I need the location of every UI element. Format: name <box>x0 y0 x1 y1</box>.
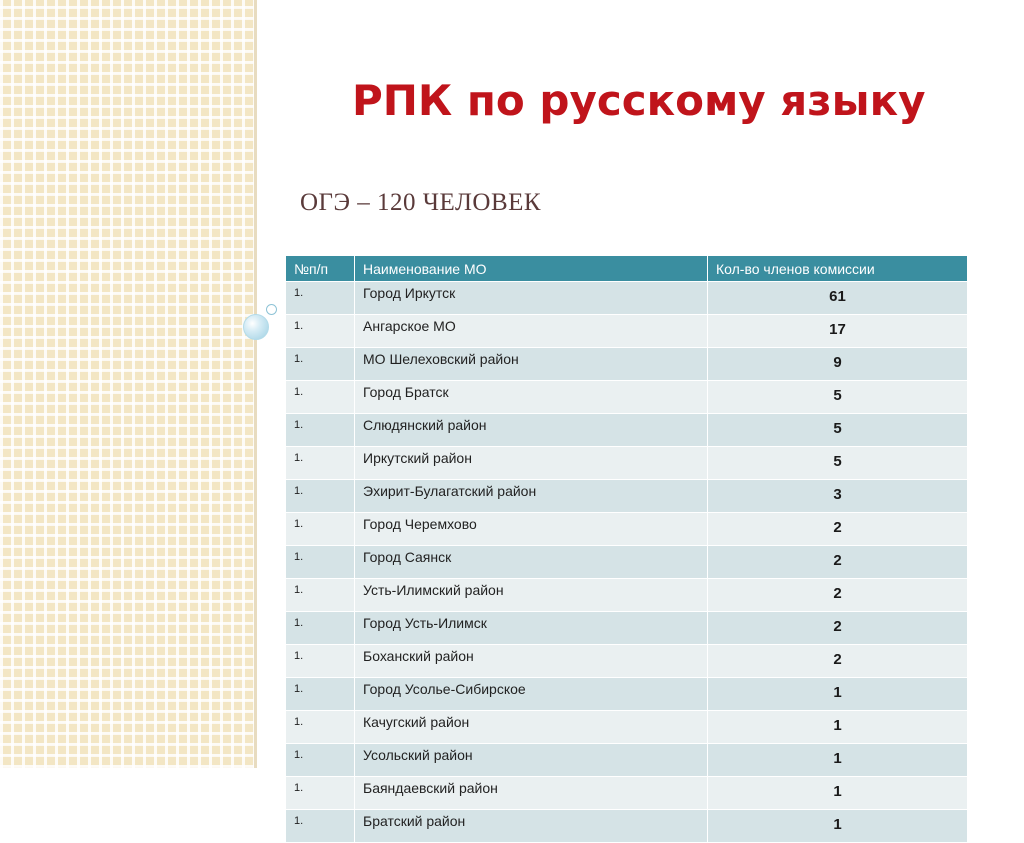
slide-subtitle: ОГЭ – 120 ЧЕЛОВЕК <box>300 189 542 216</box>
header-count: Кол-во членов комиссии <box>708 256 968 282</box>
row-member-count: 2 <box>708 579 968 612</box>
row-number: 1. <box>286 777 355 810</box>
row-mo-name: Город Братск <box>355 381 708 414</box>
row-number: 1. <box>286 678 355 711</box>
row-number: 1. <box>286 447 355 480</box>
table-row <box>286 678 968 711</box>
header-num: №п/п <box>286 256 355 282</box>
row-mo-name: Город Саянск <box>355 546 708 579</box>
table-header-row <box>286 256 968 282</box>
row-mo-name: Усольский район <box>355 744 708 777</box>
table-row <box>286 711 968 744</box>
row-mo-name: Эхирит-Булагатский район <box>355 480 708 513</box>
row-mo-name: МО Шелеховский район <box>355 348 708 381</box>
row-member-count: 61 <box>708 282 968 315</box>
row-member-count: 2 <box>708 645 968 678</box>
row-number: 1. <box>286 282 355 315</box>
row-mo-name: Качугский район <box>355 711 708 744</box>
row-mo-name: Усть-Илимский район <box>355 579 708 612</box>
row-mo-name: Иркутский район <box>355 447 708 480</box>
row-number: 1. <box>286 579 355 612</box>
table-row <box>286 414 968 447</box>
table-row <box>286 645 968 678</box>
row-number: 1. <box>286 414 355 447</box>
row-member-count: 17 <box>708 315 968 348</box>
row-number: 1. <box>286 711 355 744</box>
row-member-count: 1 <box>708 711 968 744</box>
row-member-count: 5 <box>708 414 968 447</box>
row-number: 1. <box>286 645 355 678</box>
row-number: 1. <box>286 315 355 348</box>
row-mo-name: Баяндаевский район <box>355 777 708 810</box>
row-mo-name: Город Усть-Илимск <box>355 612 708 645</box>
row-mo-name: Братский район <box>355 810 708 843</box>
table-row <box>286 315 968 348</box>
row-member-count: 3 <box>708 480 968 513</box>
table-row <box>286 546 968 579</box>
decorative-side-pattern <box>0 0 254 768</box>
row-member-count: 5 <box>708 447 968 480</box>
row-member-count: 9 <box>708 348 968 381</box>
table-row <box>286 513 968 546</box>
row-member-count: 1 <box>708 744 968 777</box>
row-mo-name: Город Черемхово <box>355 513 708 546</box>
table-row <box>286 777 968 810</box>
row-member-count: 1 <box>708 810 968 843</box>
decorative-bubble-large-icon <box>243 314 269 340</box>
row-member-count: 1 <box>708 777 968 810</box>
table-row <box>286 348 968 381</box>
row-number: 1. <box>286 381 355 414</box>
table-row <box>286 480 968 513</box>
row-member-count: 1 <box>708 678 968 711</box>
table-body <box>286 282 968 843</box>
row-member-count: 5 <box>708 381 968 414</box>
row-mo-name: Слюдянский район <box>355 414 708 447</box>
row-number: 1. <box>286 513 355 546</box>
row-mo-name: Город Усолье-Сибирское <box>355 678 708 711</box>
table-row <box>286 579 968 612</box>
row-member-count: 2 <box>708 612 968 645</box>
row-mo-name: Город Иркутск <box>355 282 708 315</box>
row-member-count: 2 <box>708 513 968 546</box>
row-number: 1. <box>286 612 355 645</box>
table-row <box>286 744 968 777</box>
row-number: 1. <box>286 810 355 843</box>
slide-title: РПК по русскому языку <box>352 76 926 125</box>
table-row <box>286 612 968 645</box>
row-mo-name: Ангарское МО <box>355 315 708 348</box>
row-number: 1. <box>286 480 355 513</box>
row-number: 1. <box>286 348 355 381</box>
table-row <box>286 447 968 480</box>
row-number: 1. <box>286 546 355 579</box>
side-divider <box>254 0 257 768</box>
table-row <box>286 810 968 843</box>
table-row <box>286 381 968 414</box>
row-member-count: 2 <box>708 546 968 579</box>
row-number: 1. <box>286 744 355 777</box>
header-name: Наименование МО <box>355 256 708 282</box>
table-row <box>286 282 968 315</box>
row-mo-name: Боханский район <box>355 645 708 678</box>
commission-table <box>285 255 968 843</box>
decorative-bubble-small-icon <box>266 304 277 315</box>
